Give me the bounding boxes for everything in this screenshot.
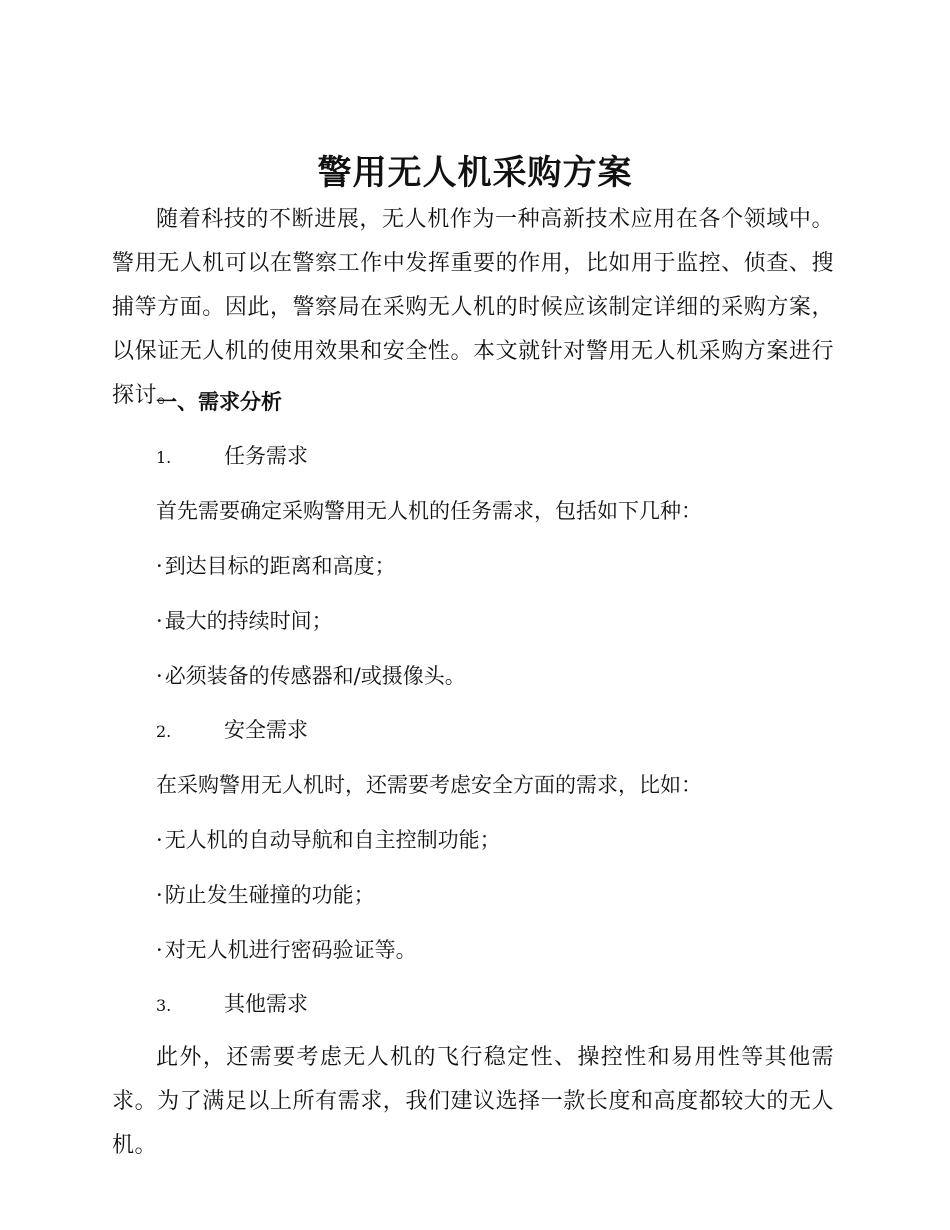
- list-item-text: 必须装备的传感器和/或摄像头。: [164, 664, 466, 688]
- list-item: [156, 931, 417, 969]
- numbered-item-1: [156, 437, 308, 475]
- list-item-text: 最大的持续时间；: [164, 609, 333, 633]
- bullet-icon: ·: [156, 664, 163, 688]
- list-item-text: 防止发生碰撞的功能；: [164, 883, 375, 907]
- bullet-icon: ·: [156, 609, 163, 633]
- list-item: [156, 876, 375, 914]
- list-item-text: 无人机的自动导航和自主控制功能；: [164, 828, 501, 852]
- item-3-paragraph: 此外，还需要考虑无人机的飞行稳定性、操控性和易用性等其他需求。为了满足以上所有需求，我们建议选择一款长度和高度都较大的无人机。: [112, 1045, 834, 1158]
- item-number: 2.: [156, 722, 172, 741]
- bullet-icon: ·: [156, 554, 163, 578]
- item-number: 3.: [156, 996, 172, 1015]
- list-item-text: 对无人机进行密码验证等。: [164, 938, 417, 962]
- intro-paragraph: 随着科技的不断进展，无人机作为一种高新技术应用在各个领域中。警用无人机可以在警察工作中发挥重要的作用，比如用于监控、侦查、搜捕等方面。因此，警察局在采购无人机的时候应该制定详细的采购方案，以保证无人机的使用效果和安全性。本文就针对警用无人机采购方案进行探讨。: [112, 207, 834, 408]
- list-item: [156, 821, 501, 859]
- list-item-text: 到达目标的距离和高度；: [164, 554, 396, 578]
- document-title: 警用无人机采购方案: [317, 153, 633, 193]
- section-heading-needs-analysis: 一、需求分析: [156, 390, 282, 414]
- item-title: 安全需求: [224, 718, 308, 742]
- item-number: 1.: [156, 448, 172, 467]
- item-1-lead: 首先需要确定采购警用无人机的任务需求，包括如下几种：: [156, 499, 702, 523]
- item-title: 其他需求: [224, 992, 308, 1016]
- bullet-icon: ·: [156, 828, 163, 852]
- item-2-lead: 在采购警用无人机时，还需要考虑安全方面的需求，比如：: [156, 773, 702, 797]
- numbered-item-3: [156, 985, 308, 1023]
- list-item: [156, 602, 333, 640]
- bullet-icon: ·: [156, 883, 163, 907]
- item-title: 任务需求: [224, 444, 308, 468]
- numbered-item-2: [156, 711, 308, 749]
- bullet-icon: ·: [156, 938, 163, 962]
- list-item: [156, 657, 466, 695]
- list-item: [156, 547, 396, 585]
